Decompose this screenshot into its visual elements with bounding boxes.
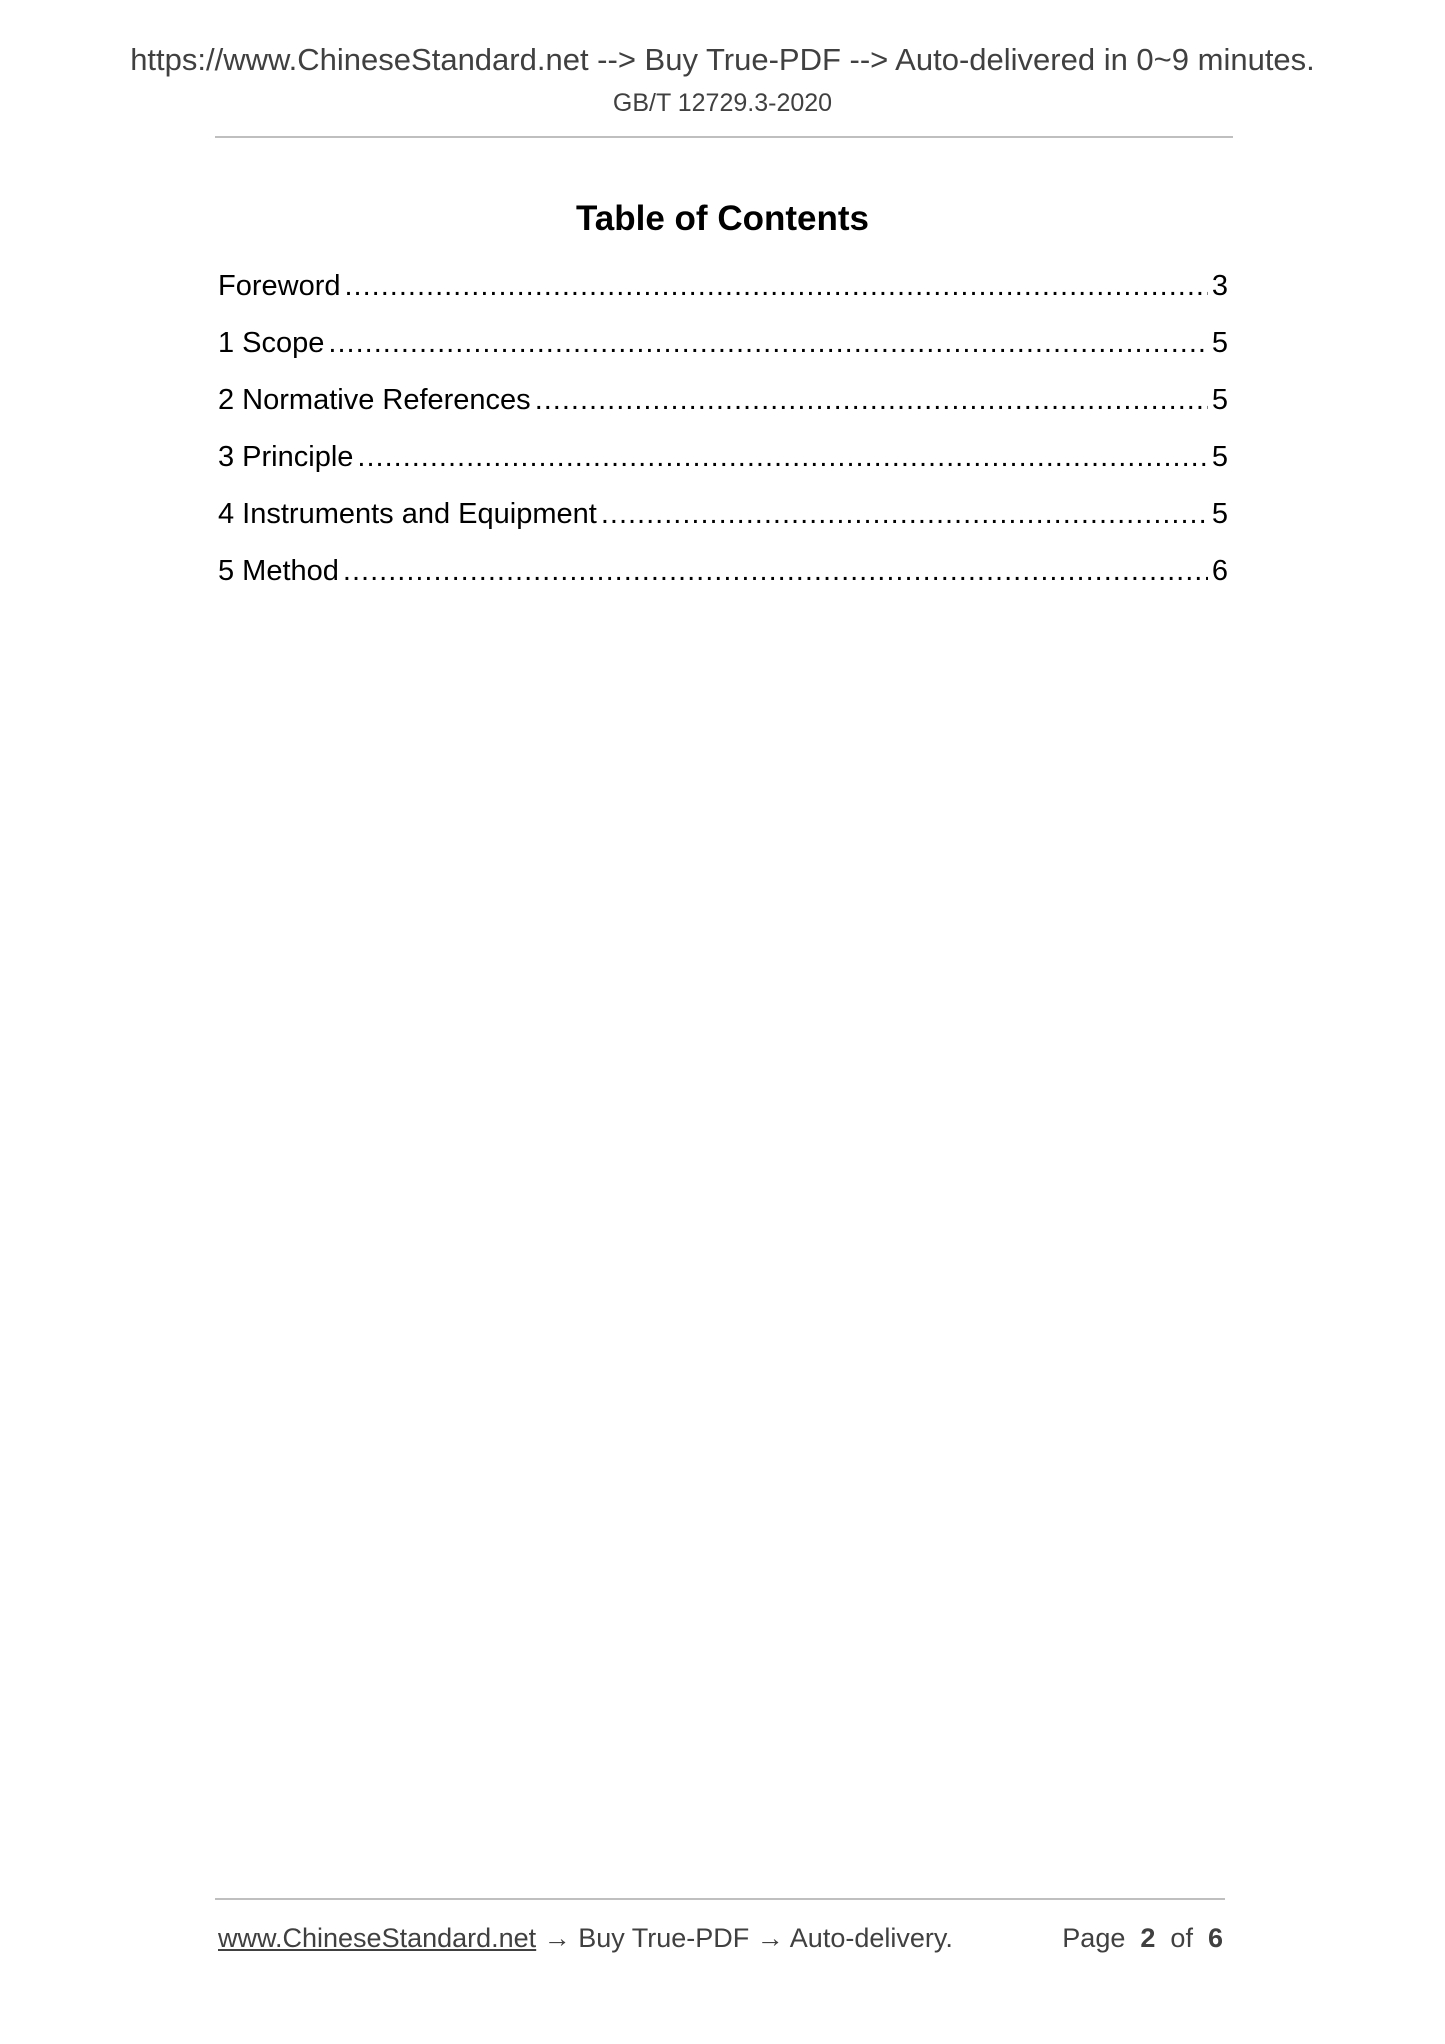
toc-dot-leader bbox=[535, 380, 1208, 420]
toc-entry-label: 1 Scope bbox=[218, 327, 325, 359]
toc-entry-page: 5 bbox=[1211, 384, 1228, 416]
footer-delivery-text: Auto-delivery. bbox=[789, 1923, 953, 1953]
footer-buy-text: Buy True-PDF bbox=[578, 1923, 750, 1953]
header-divider bbox=[215, 136, 1233, 138]
table-of-contents bbox=[218, 266, 1228, 608]
toc-entry-label: 2 Normative References bbox=[218, 384, 531, 416]
toc-entry-label: 3 Principle bbox=[218, 441, 354, 473]
header-banner: https://www.ChineseStandard.net --> Buy True-PDF --> Auto-delivered in 0~9 minutes. bbox=[130, 42, 1315, 77]
page-indicator bbox=[1062, 1918, 1223, 1958]
arrow-right-icon: → bbox=[756, 1923, 784, 1953]
toc-title: Table of Contents bbox=[576, 199, 869, 238]
toc-entry-principle[interactable] bbox=[218, 437, 1228, 494]
footer-divider bbox=[215, 1898, 1225, 1900]
toc-entry-label: 4 Instruments and Equipment bbox=[218, 498, 597, 530]
toc-dot-leader bbox=[345, 266, 1208, 306]
toc-entry-scope[interactable] bbox=[218, 323, 1228, 380]
toc-entry-page: 5 bbox=[1211, 498, 1228, 530]
total-page-count: 6 bbox=[1207, 1923, 1223, 1953]
toc-entry-page: 3 bbox=[1211, 270, 1228, 302]
toc-entry-page: 5 bbox=[1211, 441, 1228, 473]
toc-dot-leader bbox=[601, 494, 1208, 534]
current-page-number: 2 bbox=[1140, 1923, 1156, 1953]
toc-dot-leader bbox=[357, 437, 1207, 477]
document-number: GB/T 12729.3-2020 bbox=[612, 89, 833, 117]
footer-site-link[interactable]: www.ChineseStandard.net bbox=[218, 1923, 537, 1953]
toc-entry-method[interactable] bbox=[218, 551, 1228, 608]
toc-dot-leader bbox=[328, 323, 1207, 363]
page-word: Page bbox=[1062, 1923, 1126, 1953]
arrow-right-icon: → bbox=[543, 1923, 571, 1953]
of-word: of bbox=[1170, 1923, 1193, 1953]
toc-entry-instruments[interactable] bbox=[218, 494, 1228, 551]
toc-entry-label: Foreword bbox=[218, 270, 341, 302]
toc-entry-label: 5 Method bbox=[218, 555, 339, 587]
footer-promo bbox=[218, 1918, 953, 1958]
toc-entry-page: 5 bbox=[1211, 327, 1228, 359]
toc-dot-leader bbox=[343, 551, 1208, 591]
toc-entry-page: 6 bbox=[1211, 555, 1228, 587]
toc-entry-normative-references[interactable] bbox=[218, 380, 1228, 437]
toc-entry-foreword[interactable] bbox=[218, 266, 1228, 323]
page-footer bbox=[218, 1918, 1223, 1958]
